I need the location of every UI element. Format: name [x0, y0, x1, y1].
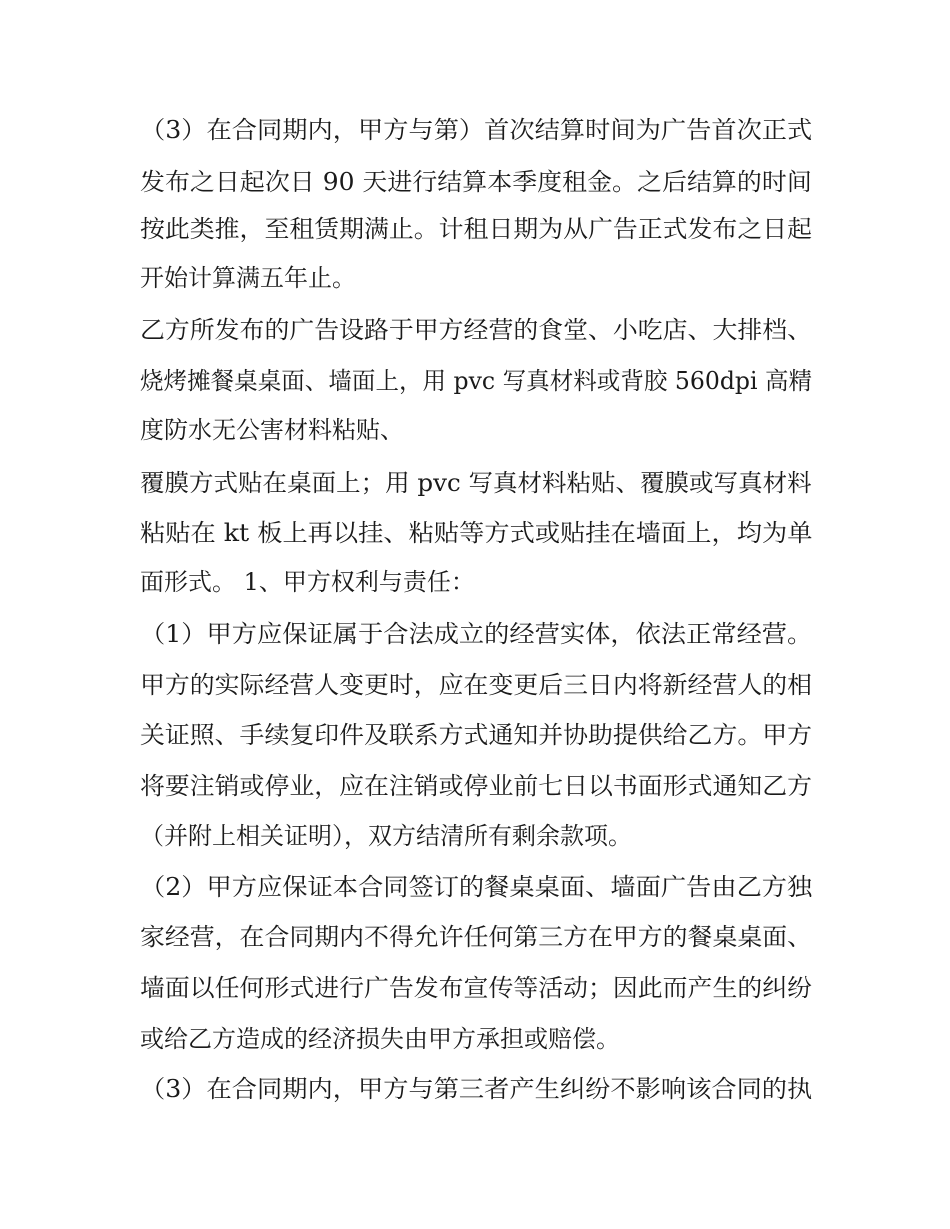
text-line: 家经营，在合同期内不得允许任何第三方在甲方的餐桌桌面、 [140, 923, 812, 951]
text-line: 粘贴在 kt 板上再以挂、粘贴等方式或贴挂在墙面上，均为单 [140, 519, 813, 547]
text-line: 开始计算满五年止。 [140, 264, 356, 292]
text-line: 发布之日起次日 90 天进行结算本季度租金。之后结算的时间 [140, 168, 812, 196]
text-line: （3）在合同期内，甲方与第）首次结算时间为广告首次正式 [140, 116, 813, 144]
text-line: （3）在合同期内，甲方与第三者产生纠纷不影响该合同的执 [140, 1075, 813, 1103]
text-line: 关证照、手续复印件及联系方式通知并协助提供给乙方。甲方 [140, 721, 812, 749]
text-line: 覆膜方式贴在桌面上；用 pvc 写真材料粘贴、覆膜或写真材料 [140, 469, 812, 497]
text-line: 度防水无公害材料粘贴、 [140, 416, 404, 444]
text-line: 乙方所发布的广告设路于甲方经营的食堂、小吃店、大排档、 [140, 316, 812, 344]
text-line: 墙面以任何形式进行广告发布宣传等活动；因此而产生的纠纷 [140, 974, 812, 1002]
text-line: （并附上相关证明），双方结清所有剩余款项。 [140, 822, 632, 850]
text-line: 面形式。 1、甲方权利与责任： [140, 568, 475, 596]
text-line: （1）甲方应保证属于合法成立的经营实体，依法正常经营。 [140, 620, 813, 648]
text-line: 甲方的实际经营人变更时，应在变更后三日内将新经营人的相 [140, 671, 812, 699]
text-line: 按此类推，至租赁期满止。计租日期为从广告正式发布之日起 [140, 215, 812, 243]
text-line: （2）甲方应保证本合同签订的餐桌桌面、墙面广告由乙方独 [140, 873, 813, 901]
text-line: 将要注销或停业，应在注销或停业前七日以书面形式通知乙方 [140, 772, 812, 800]
text-line: 或给乙方造成的经济损失由甲方承担或赔偿。 [140, 1025, 620, 1053]
text-line: 烧烤摊餐桌桌面、墙面上，用 pvc 写真材料或背胶 560dpi 高精 [140, 367, 813, 395]
